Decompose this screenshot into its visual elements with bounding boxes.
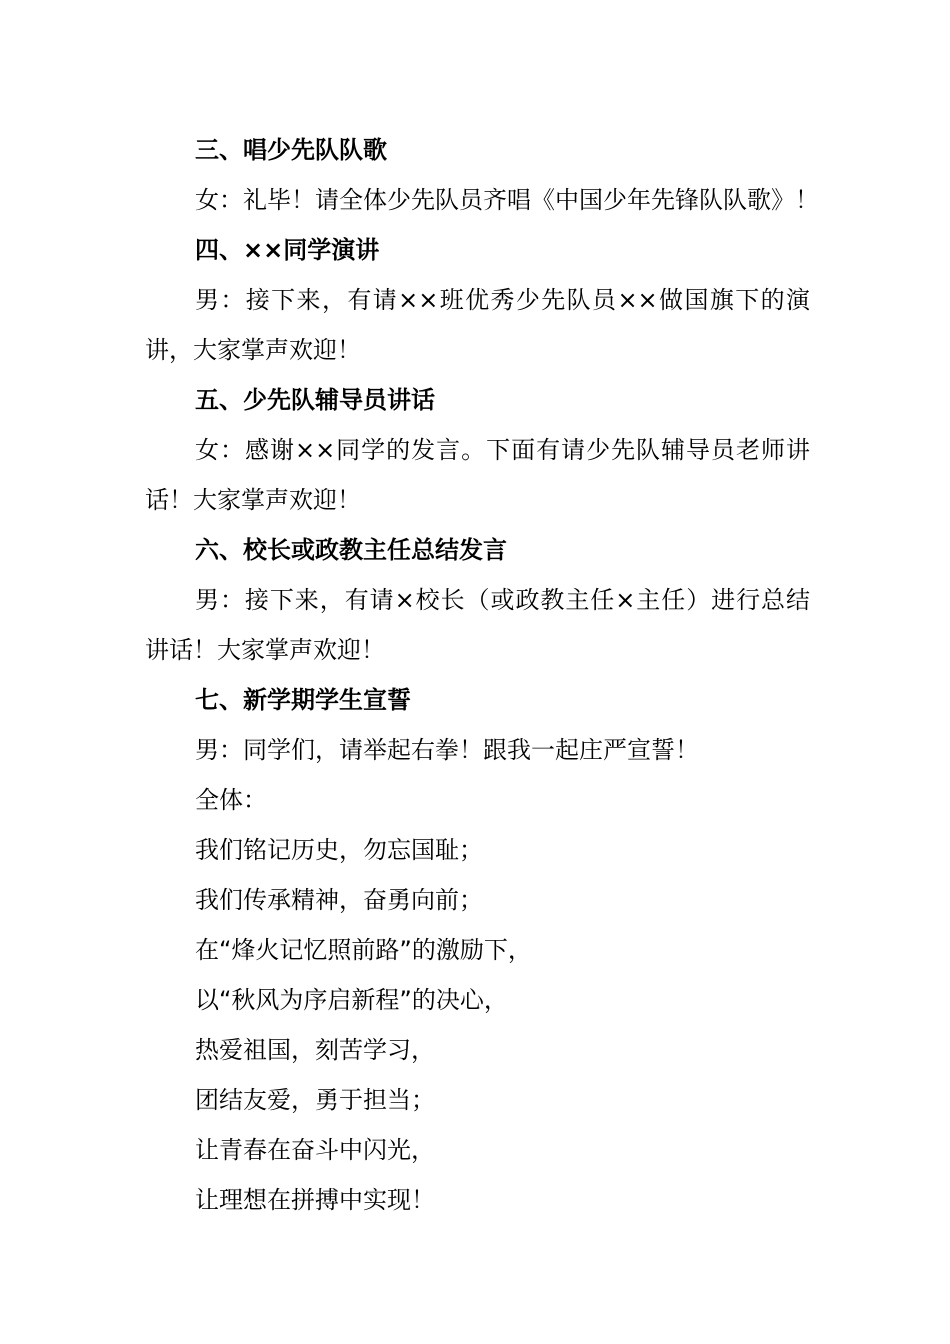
oath-line: 我们铭记历史，勿忘国耻； — [195, 836, 483, 864]
section-heading-sing-anthem: 三、唱少先队队歌 — [195, 136, 387, 164]
oath-line: 在“烽火记忆照前路”的激励下， — [195, 936, 532, 964]
section-heading-principal-summary: 六、校长或政教主任总结发言 — [195, 536, 507, 564]
oath-line: 以“秋风为序启新程”的决心， — [195, 986, 508, 1014]
paragraph-wrapped: 男：接下来，有请××班优秀少先队员××做国旗下的演讲，大家掌声欢迎！ — [145, 286, 810, 364]
document-body — [145, 125, 819, 1225]
oath-line: 我们传承精神，奋勇向前； — [195, 886, 483, 914]
section-heading-counselor-speech: 五、少先队辅导员讲话 — [195, 386, 435, 414]
oath-line: 让理想在拼搏中实现！ — [195, 1186, 435, 1214]
oath-line: 让青春在奋斗中闪光， — [195, 1136, 435, 1164]
oath-line: 团结友爱，勇于担当； — [195, 1086, 435, 1114]
oath-line: 热爱祖国，刻苦学习， — [195, 1036, 435, 1064]
paragraph-line: 女：礼毕！请全体少先队员齐唱《中国少年先锋队队歌》！ — [195, 186, 819, 214]
paragraph-line: 男：同学们，请举起右拳！跟我一起庄严宣誓！ — [195, 736, 699, 764]
paragraph-wrapped: 男：接下来，有请×校长（或政教主任×主任）进行总结讲话！大家掌声欢迎！ — [145, 586, 810, 664]
paragraph-line: 全体： — [195, 786, 267, 814]
section-heading-oath: 七、新学期学生宣誓 — [195, 686, 411, 714]
section-heading-student-speech: 四、××同学演讲 — [195, 236, 380, 264]
paragraph-wrapped: 女：感谢××同学的发言。下面有请少先队辅导员老师讲话！大家掌声欢迎！ — [145, 436, 810, 514]
